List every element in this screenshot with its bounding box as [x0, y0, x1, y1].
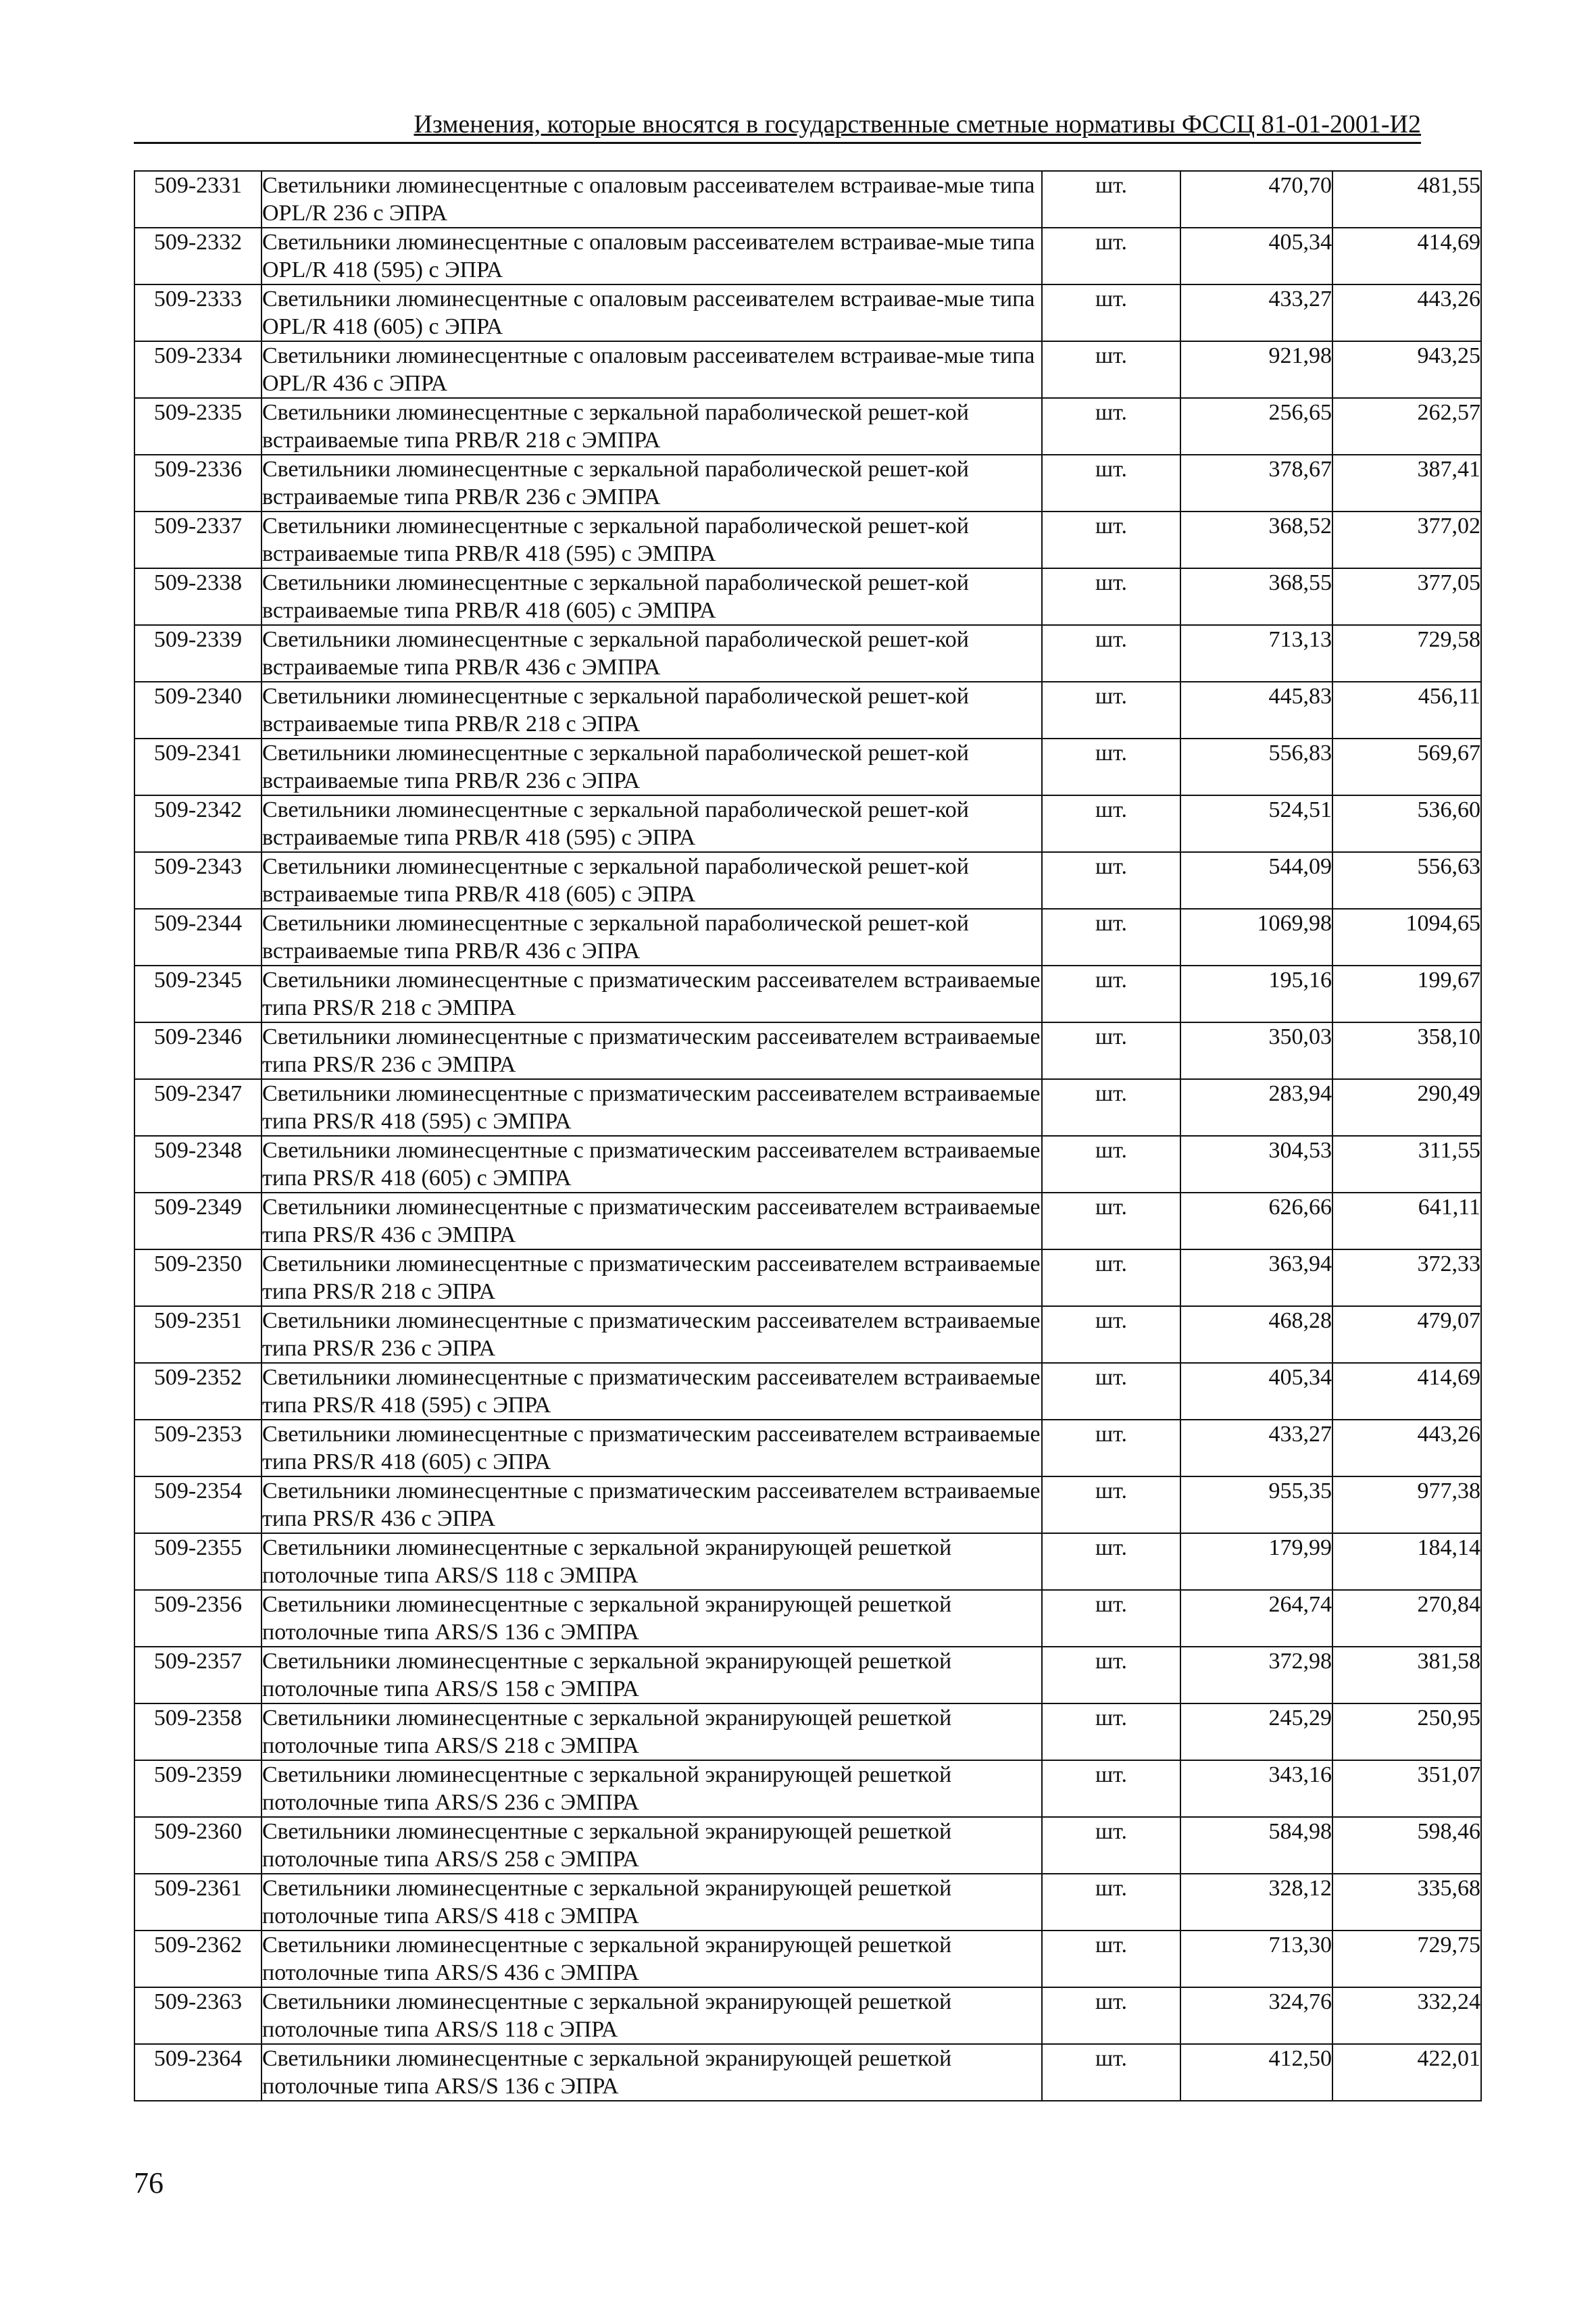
- table-row: [134, 1193, 1481, 1249]
- row-code: 509-2357: [134, 1647, 261, 1703]
- row-unit: шт.: [1042, 1476, 1180, 1533]
- row-description: Светильники люминесцентные с опаловым рассеивателем встраивае-мые типа OPL/R 418 (605) с ЭПРА: [261, 284, 1042, 341]
- row-price-1: 368,52: [1180, 512, 1332, 568]
- row-unit: шт.: [1042, 909, 1180, 966]
- row-description: Светильники люминесцентные с опаловым рассеивателем встраивае-мые типа OPL/R 236 с ЭПРА: [261, 171, 1042, 228]
- table-row: [134, 1874, 1481, 1931]
- table-row: [134, 568, 1481, 625]
- row-price-2: 358,10: [1332, 1022, 1481, 1079]
- row-code: 509-2340: [134, 682, 261, 739]
- row-price-2: 422,01: [1332, 2044, 1481, 2101]
- row-code: 509-2364: [134, 2044, 261, 2101]
- row-price-2: 443,26: [1332, 284, 1481, 341]
- page-header: [134, 108, 1421, 144]
- row-description: Светильники люминесцентные с призматическим рассеивателем встраиваемые типа PRS/R 236 с ЭПРА: [261, 1306, 1042, 1363]
- row-description: Светильники люминесцентные с зеркальной параболической решет-кой встраиваемые типа PRB/R 218 с ЭПРА: [261, 682, 1042, 739]
- row-code: 509-2360: [134, 1817, 261, 1874]
- table-row: [134, 795, 1481, 852]
- row-description: Светильники люминесцентные с зеркальной параболической решет-кой встраиваемые типа PRB/R 418 (605) с ЭМПРА: [261, 568, 1042, 625]
- row-code: 509-2333: [134, 284, 261, 341]
- row-price-2: 414,69: [1332, 228, 1481, 284]
- row-price-1: 328,12: [1180, 1874, 1332, 1931]
- row-price-1: 713,13: [1180, 625, 1332, 682]
- row-description: Светильники люминесцентные с зеркальной параболической решет-кой встраиваемые типа PRB/R 418 (595) с ЭМПРА: [261, 512, 1042, 568]
- row-price-1: 412,50: [1180, 2044, 1332, 2101]
- row-price-2: 943,25: [1332, 341, 1481, 398]
- table-row: [134, 1306, 1481, 1363]
- row-unit: шт.: [1042, 625, 1180, 682]
- row-unit: шт.: [1042, 1760, 1180, 1817]
- row-unit: шт.: [1042, 171, 1180, 228]
- row-price-2: 536,60: [1332, 795, 1481, 852]
- row-price-2: 199,67: [1332, 966, 1481, 1022]
- table-row: [134, 171, 1481, 228]
- table-row: [134, 682, 1481, 739]
- row-price-1: 544,09: [1180, 852, 1332, 909]
- row-description: Светильники люминесцентные с призматическим рассеивателем встраиваемые типа PRS/R 418 (605) с ЭМПРА: [261, 1136, 1042, 1193]
- row-price-1: 584,98: [1180, 1817, 1332, 1874]
- row-description: Светильники люминесцентные с зеркальной параболической решет-кой встраиваемые типа PRB/R 218 с ЭМПРА: [261, 398, 1042, 455]
- row-price-1: 350,03: [1180, 1022, 1332, 1079]
- row-description: Светильники люминесцентные с зеркальной параболической решет-кой встраиваемые типа PRB/R 236 с ЭМПРА: [261, 455, 1042, 512]
- row-unit: шт.: [1042, 284, 1180, 341]
- row-price-1: 256,65: [1180, 398, 1332, 455]
- row-price-2: 456,11: [1332, 682, 1481, 739]
- table-row: [134, 1476, 1481, 1533]
- row-price-2: 443,26: [1332, 1420, 1481, 1476]
- row-price-1: 304,53: [1180, 1136, 1332, 1193]
- row-price-2: 250,95: [1332, 1703, 1481, 1760]
- table-row: [134, 284, 1481, 341]
- row-unit: шт.: [1042, 512, 1180, 568]
- row-description: Светильники люминесцентные с призматическим рассеивателем встраиваемые типа PRS/R 436 с ЭПРА: [261, 1476, 1042, 1533]
- row-price-2: 381,58: [1332, 1647, 1481, 1703]
- row-price-2: 351,07: [1332, 1760, 1481, 1817]
- row-code: 509-2341: [134, 739, 261, 795]
- row-code: 509-2363: [134, 1987, 261, 2044]
- row-price-1: 921,98: [1180, 341, 1332, 398]
- row-unit: шт.: [1042, 341, 1180, 398]
- table-row: [134, 455, 1481, 512]
- table-row: [134, 228, 1481, 284]
- row-price-1: 283,94: [1180, 1079, 1332, 1136]
- row-price-2: 1094,65: [1332, 909, 1481, 966]
- row-code: 509-2350: [134, 1249, 261, 1306]
- row-description: Светильники люминесцентные с зеркальной экранирующей решеткой потолочные типа ARS/S 258 с ЭМПРА: [261, 1817, 1042, 1874]
- row-unit: шт.: [1042, 1590, 1180, 1647]
- row-unit: шт.: [1042, 1136, 1180, 1193]
- row-description: Светильники люминесцентные с зеркальной экранирующей решеткой потолочные типа ARS/S 436 с ЭМПРА: [261, 1931, 1042, 1987]
- table-row: [134, 2044, 1481, 2101]
- row-code: 509-2362: [134, 1931, 261, 1987]
- row-price-2: 977,38: [1332, 1476, 1481, 1533]
- row-price-2: 481,55: [1332, 171, 1481, 228]
- row-description: Светильники люминесцентные с зеркальной экранирующей решеткой потолочные типа ARS/S 218 с ЭМПРА: [261, 1703, 1042, 1760]
- table-row: [134, 909, 1481, 966]
- row-price-2: 290,49: [1332, 1079, 1481, 1136]
- row-price-1: 556,83: [1180, 739, 1332, 795]
- table-row: [134, 1817, 1481, 1874]
- row-price-1: 264,74: [1180, 1590, 1332, 1647]
- row-price-1: 470,70: [1180, 171, 1332, 228]
- row-price-1: 524,51: [1180, 795, 1332, 852]
- row-code: 509-2337: [134, 512, 261, 568]
- row-price-1: 713,30: [1180, 1931, 1332, 1987]
- row-unit: шт.: [1042, 1874, 1180, 1931]
- row-unit: шт.: [1042, 1987, 1180, 2044]
- table-row: [134, 398, 1481, 455]
- row-price-2: 387,41: [1332, 455, 1481, 512]
- row-unit: шт.: [1042, 1306, 1180, 1363]
- row-code: 509-2354: [134, 1476, 261, 1533]
- row-description: Светильники люминесцентные с зеркальной экранирующей решеткой потолочные типа ARS/S 136 с ЭПРА: [261, 2044, 1042, 2101]
- row-code: 509-2352: [134, 1363, 261, 1420]
- row-unit: шт.: [1042, 1931, 1180, 1987]
- row-unit: шт.: [1042, 1817, 1180, 1874]
- table-row: [134, 1760, 1481, 1817]
- row-price-1: 324,76: [1180, 1987, 1332, 2044]
- row-code: 509-2361: [134, 1874, 261, 1931]
- row-price-2: 479,07: [1332, 1306, 1481, 1363]
- table-row: [134, 1590, 1481, 1647]
- row-price-2: 641,11: [1332, 1193, 1481, 1249]
- row-price-2: 184,14: [1332, 1533, 1481, 1590]
- row-price-1: 445,83: [1180, 682, 1332, 739]
- row-unit: шт.: [1042, 852, 1180, 909]
- row-unit: шт.: [1042, 1079, 1180, 1136]
- row-price-1: 195,16: [1180, 966, 1332, 1022]
- row-description: Светильники люминесцентные с зеркальной экранирующей решеткой потолочные типа ARS/S 118 с ЭМПРА: [261, 1533, 1042, 1590]
- row-description: Светильники люминесцентные с призматическим рассеивателем встраиваемые типа PRS/R 236 с ЭМПРА: [261, 1022, 1042, 1079]
- row-code: 509-2336: [134, 455, 261, 512]
- row-description: Светильники люминесцентные с зеркальной параболической решет-кой встраиваемые типа PRB/R 418 (595) с ЭПРА: [261, 795, 1042, 852]
- table-row: [134, 1079, 1481, 1136]
- table-row: [134, 1136, 1481, 1193]
- row-price-1: 626,66: [1180, 1193, 1332, 1249]
- row-price-1: 468,28: [1180, 1306, 1332, 1363]
- row-description: Светильники люминесцентные с зеркальной экранирующей решеткой потолочные типа ARS/S 136 с ЭМПРА: [261, 1590, 1042, 1647]
- row-description: Светильники люминесцентные с зеркальной экранирующей решеткой потолочные типа ARS/S 118 с ЭПРА: [261, 1987, 1042, 2044]
- row-price-2: 556,63: [1332, 852, 1481, 909]
- row-price-2: 372,33: [1332, 1249, 1481, 1306]
- row-description: Светильники люминесцентные с призматическим рассеивателем встраиваемые типа PRS/R 436 с ЭМПРА: [261, 1193, 1042, 1249]
- table-row: [134, 852, 1481, 909]
- table-row: [134, 625, 1481, 682]
- row-description: Светильники люминесцентные с призматическим рассеивателем встраиваемые типа PRS/R 418 (605) с ЭПРА: [261, 1420, 1042, 1476]
- row-code: 509-2351: [134, 1306, 261, 1363]
- table-row: [134, 1647, 1481, 1703]
- row-price-1: 1069,98: [1180, 909, 1332, 966]
- row-price-2: 414,69: [1332, 1363, 1481, 1420]
- table-row: [134, 1931, 1481, 1987]
- row-code: 509-2348: [134, 1136, 261, 1193]
- row-price-2: 335,68: [1332, 1874, 1481, 1931]
- row-description: Светильники люминесцентные с опаловым рассеивателем встраивае-мые типа OPL/R 418 (595) с ЭПРА: [261, 228, 1042, 284]
- row-code: 509-2346: [134, 1022, 261, 1079]
- row-description: Светильники люминесцентные с зеркальной экранирующей решеткой потолочные типа ARS/S 418 с ЭМПРА: [261, 1874, 1042, 1931]
- table-row: [134, 1987, 1481, 2044]
- row-unit: шт.: [1042, 1193, 1180, 1249]
- price-table: [134, 170, 1482, 2101]
- row-code: 509-2338: [134, 568, 261, 625]
- row-code: 509-2349: [134, 1193, 261, 1249]
- row-price-1: 378,67: [1180, 455, 1332, 512]
- row-price-1: 433,27: [1180, 284, 1332, 341]
- row-price-1: 955,35: [1180, 1476, 1332, 1533]
- row-price-2: 332,24: [1332, 1987, 1481, 2044]
- row-unit: шт.: [1042, 966, 1180, 1022]
- row-description: Светильники люминесцентные с призматическим рассеивателем встраиваемые типа PRS/R 218 с ЭПРА: [261, 1249, 1042, 1306]
- row-unit: шт.: [1042, 1647, 1180, 1703]
- row-description: Светильники люминесцентные с зеркальной экранирующей решеткой потолочные типа ARS/S 158 с ЭМПРА: [261, 1647, 1042, 1703]
- row-price-1: 368,55: [1180, 568, 1332, 625]
- row-price-2: 270,84: [1332, 1590, 1481, 1647]
- row-unit: шт.: [1042, 1703, 1180, 1760]
- row-code: 509-2353: [134, 1420, 261, 1476]
- row-unit: шт.: [1042, 1420, 1180, 1476]
- row-unit: шт.: [1042, 1363, 1180, 1420]
- row-price-1: 343,16: [1180, 1760, 1332, 1817]
- row-unit: шт.: [1042, 2044, 1180, 2101]
- row-unit: шт.: [1042, 682, 1180, 739]
- row-code: 509-2339: [134, 625, 261, 682]
- row-description: Светильники люминесцентные с зеркальной параболической решет-кой встраиваемые типа PRB/R 436 с ЭМПРА: [261, 625, 1042, 682]
- row-unit: шт.: [1042, 568, 1180, 625]
- row-unit: шт.: [1042, 739, 1180, 795]
- row-price-1: 433,27: [1180, 1420, 1332, 1476]
- table-row: [134, 341, 1481, 398]
- row-price-2: 598,46: [1332, 1817, 1481, 1874]
- row-description: Светильники люминесцентные с зеркальной параболической решет-кой встраиваемые типа PRB/R 236 с ЭПРА: [261, 739, 1042, 795]
- row-description: Светильники люминесцентные с зеркальной параболической решет-кой встраиваемые типа PRB/R 436 с ЭПРА: [261, 909, 1042, 966]
- row-code: 509-2342: [134, 795, 261, 852]
- row-description: Светильники люминесцентные с призматическим рассеивателем встраиваемые типа PRS/R 218 с ЭМПРА: [261, 966, 1042, 1022]
- row-description: Светильники люминесцентные с призматическим рассеивателем встраиваемые типа PRS/R 418 (595) с ЭМПРА: [261, 1079, 1042, 1136]
- row-description: Светильники люминесцентные с зеркальной параболической решет-кой встраиваемые типа PRB/R 418 (605) с ЭПРА: [261, 852, 1042, 909]
- row-code: 509-2356: [134, 1590, 261, 1647]
- row-code: 509-2331: [134, 171, 261, 228]
- row-code: 509-2355: [134, 1533, 261, 1590]
- table-row: [134, 1420, 1481, 1476]
- page-number: 76: [134, 2166, 164, 2199]
- row-price-1: 372,98: [1180, 1647, 1332, 1703]
- row-price-2: 729,58: [1332, 625, 1481, 682]
- row-price-1: 405,34: [1180, 1363, 1332, 1420]
- row-code: 509-2359: [134, 1760, 261, 1817]
- row-code: 509-2345: [134, 966, 261, 1022]
- row-code: 509-2344: [134, 909, 261, 966]
- price-table-body: [134, 171, 1481, 2101]
- row-unit: шт.: [1042, 1533, 1180, 1590]
- row-price-1: 363,94: [1180, 1249, 1332, 1306]
- row-price-1: 179,99: [1180, 1533, 1332, 1590]
- row-code: 509-2335: [134, 398, 261, 455]
- table-row: [134, 1363, 1481, 1420]
- row-code: 509-2343: [134, 852, 261, 909]
- row-unit: шт.: [1042, 455, 1180, 512]
- row-price-2: 311,55: [1332, 1136, 1481, 1193]
- row-code: 509-2358: [134, 1703, 261, 1760]
- table-row: [134, 739, 1481, 795]
- row-unit: шт.: [1042, 398, 1180, 455]
- row-code: 509-2334: [134, 341, 261, 398]
- row-price-2: 262,57: [1332, 398, 1481, 455]
- row-price-1: 245,29: [1180, 1703, 1332, 1760]
- table-row: [134, 1533, 1481, 1590]
- row-price-2: 729,75: [1332, 1931, 1481, 1987]
- table-row: [134, 1022, 1481, 1079]
- row-unit: шт.: [1042, 1249, 1180, 1306]
- row-code: 509-2332: [134, 228, 261, 284]
- row-code: 509-2347: [134, 1079, 261, 1136]
- row-unit: шт.: [1042, 228, 1180, 284]
- row-unit: шт.: [1042, 1022, 1180, 1079]
- row-price-2: 569,67: [1332, 739, 1481, 795]
- row-description: Светильники люминесцентные с опаловым рассеивателем встраивае-мые типа OPL/R 436 с ЭПРА: [261, 341, 1042, 398]
- row-description: Светильники люминесцентные с зеркальной экранирующей решеткой потолочные типа ARS/S 236 с ЭМПРА: [261, 1760, 1042, 1817]
- row-unit: шт.: [1042, 795, 1180, 852]
- table-row: [134, 512, 1481, 568]
- table-row: [134, 1249, 1481, 1306]
- page-header-title: Изменения, которые вносятся в государственные сметные нормативы ФССЦ 81-01-2001-И2: [414, 110, 1421, 139]
- row-price-2: 377,02: [1332, 512, 1481, 568]
- row-price-2: 377,05: [1332, 568, 1481, 625]
- table-row: [134, 966, 1481, 1022]
- row-description: Светильники люминесцентные с призматическим рассеивателем встраиваемые типа PRS/R 418 (595) с ЭПРА: [261, 1363, 1042, 1420]
- table-row: [134, 1703, 1481, 1760]
- row-price-1: 405,34: [1180, 228, 1332, 284]
